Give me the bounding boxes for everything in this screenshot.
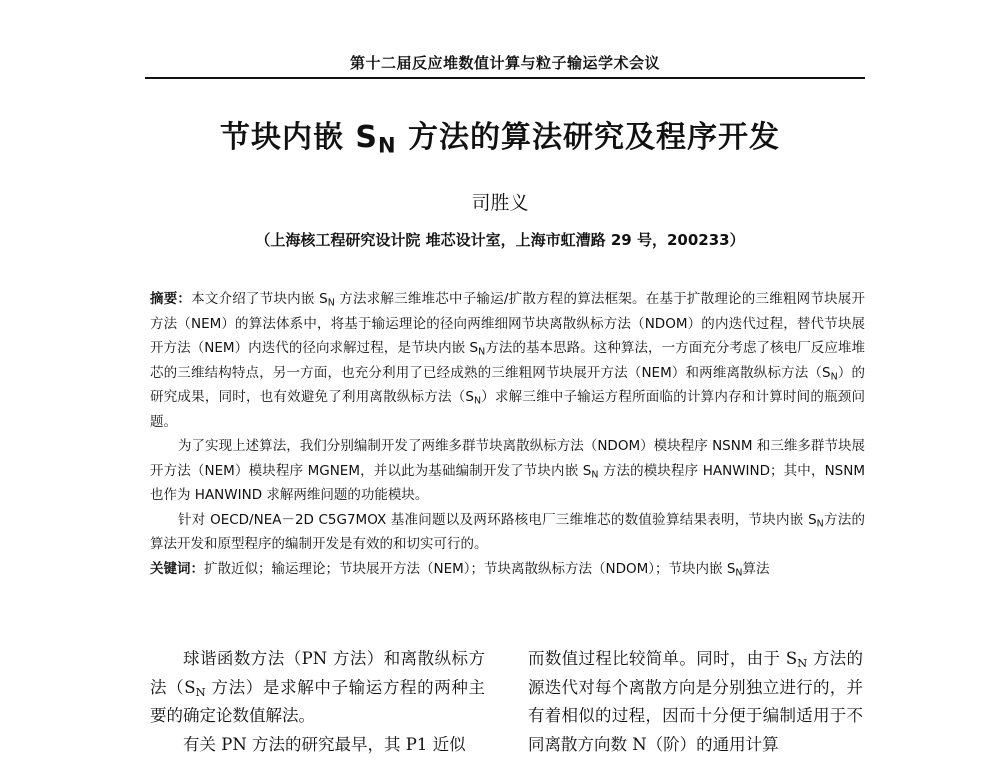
text-run: 方法的模块程序 HANWIND；其中，NSNM 也作为 HANWIND 求解两维问题的功能模块。 bbox=[150, 462, 865, 503]
text-run: 方法的源迭代对每个离散方向是分别独立进行的，并有着相似的过程，因而十分便于编制适用于不同离散方向数 N（阶）的通用计算 bbox=[528, 649, 863, 754]
affiliation: （上海核工程研究设计院 堆芯设计室，上海市虹漕路 29 号，200233） bbox=[255, 231, 745, 249]
text-run: 为了实现上述算法，我们分别编制开发了两维多群节块离散纵标方法（NDOM）模块程序 NSNM 和三维多群节块展开方法（NEM）模块程序 MGNEM，并以此为基础编制开发了节块内嵌 S bbox=[150, 438, 865, 479]
text-run: 扩散近似；输运理论；节块展开方法（NEM）；节块离散纵标方法（NDOM）；节块内嵌 S bbox=[204, 560, 736, 577]
text-run: 而数值过程比较简单。同时，由于 S bbox=[528, 649, 798, 668]
text-run: 本文介绍了节块内嵌 S bbox=[191, 291, 328, 307]
subscript-n: N bbox=[735, 566, 743, 578]
abstract bbox=[150, 287, 865, 581]
keywords-label: 关键词： bbox=[150, 560, 204, 577]
body-column-right bbox=[528, 645, 863, 759]
subscript-n: N bbox=[830, 370, 838, 382]
subscript-n: N bbox=[473, 395, 482, 407]
text-run: 方法的算法开发和原型程序的编制开发是有效的和切实可行的。 bbox=[150, 511, 865, 552]
abstract-paragraph bbox=[150, 508, 865, 557]
text-run: 球谐函数方法（PN 方法）和离散纵标方法（S bbox=[150, 649, 485, 697]
body-column-left bbox=[150, 645, 485, 759]
author: 司胜义 bbox=[471, 192, 529, 214]
text-run: 方法求解三维堆芯中子输运/扩散方程的算法框架。在基于扩散理论的三维粗网节块展开方法（NEM）的算法体系中，将基于输运理论的径向两维细网节块离散纵标方法（NDOM）的内迭代过程，替代节块展开方法（NEM）内迭代的径向求解过程，是节块内嵌 S bbox=[150, 291, 866, 356]
text-run: 针对 OECD/NEA－2D C5G7MOX 基准问题以及两环路核电厂三维堆芯的数值验算结果表明，节块内嵌 S bbox=[178, 511, 817, 528]
body-paragraph bbox=[528, 645, 863, 759]
subscript-n: N bbox=[797, 655, 808, 670]
paper-title bbox=[0, 112, 1000, 156]
keywords bbox=[150, 557, 865, 582]
abstract-label: 摘要： bbox=[150, 291, 192, 307]
subscript-n: N bbox=[378, 133, 397, 158]
text-run: 方法的基本思路。这种算法，一方面充分考虑了核电厂反应堆堆芯的三维结构特点，另一方面，也充分利用了已经成熟的三维粗网节块展开方法（NEM）和两维离散纵标方法（S bbox=[150, 340, 865, 381]
subscript-n: N bbox=[195, 684, 206, 699]
title-part: 方法的算法研究及程序开发 bbox=[396, 120, 781, 155]
subscript-n: N bbox=[478, 346, 486, 358]
abstract-paragraph bbox=[150, 434, 865, 508]
subscript-n: N bbox=[816, 517, 824, 529]
subscript-n: N bbox=[327, 297, 335, 309]
text-run: 算法 bbox=[742, 560, 770, 577]
title-part: 节块内嵌 S bbox=[219, 120, 379, 155]
body-paragraph bbox=[150, 645, 485, 731]
abstract-paragraph bbox=[150, 287, 865, 434]
running-head: 第十二届反应堆数值计算与粒子输运学术会议 bbox=[145, 52, 865, 79]
text-run: 方法）是求解中子输运方程的两种主要的确定论数值解法。 bbox=[150, 677, 485, 725]
body-paragraph: 有关 PN 方法的研究最早，其 P1 近似 bbox=[183, 734, 466, 754]
text-run: ）的研究成果，同时，也有效避免了利用离散纵标方法（S bbox=[150, 364, 865, 405]
subscript-n: N bbox=[591, 468, 599, 480]
text-run: ）求解三维中子输运方程所面临的计算内存和计算时间的瓶颈问题。 bbox=[150, 389, 865, 430]
